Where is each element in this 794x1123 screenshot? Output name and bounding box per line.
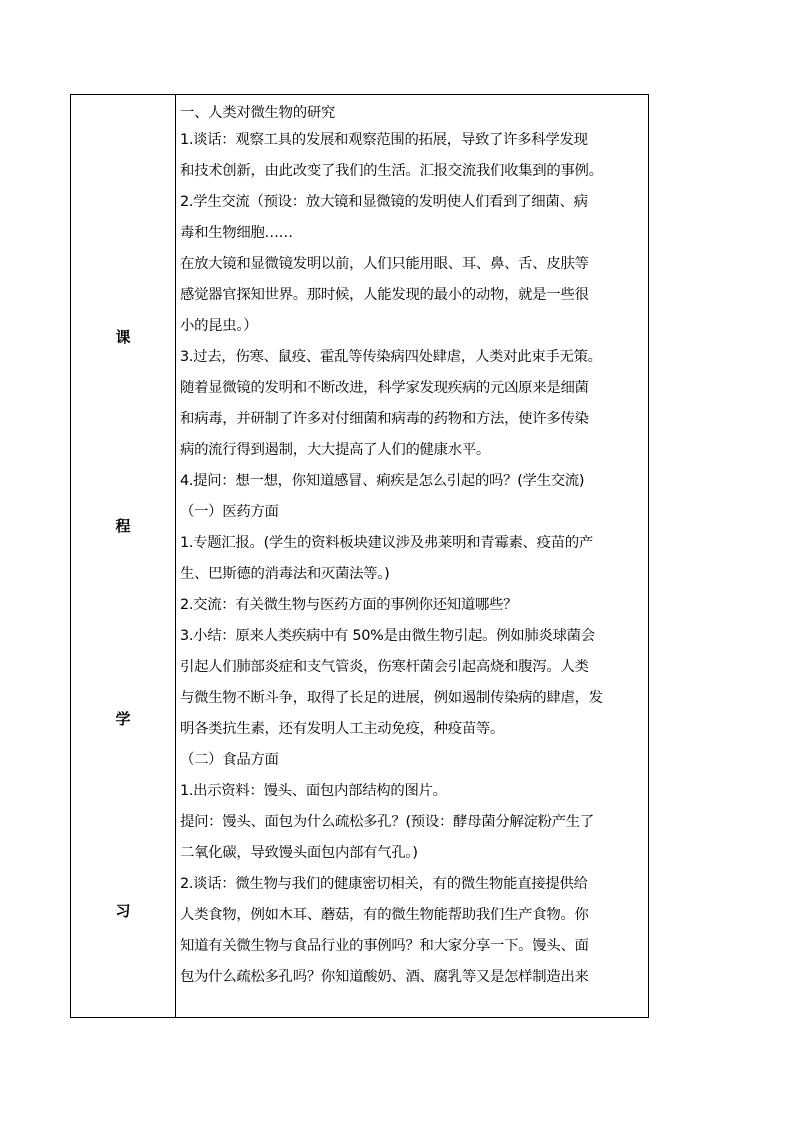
lesson-table [70,94,649,1018]
text-line: 1.出示资料：馒头、面包内部结构的图片。 [180,783,447,799]
side-label-ke: 课 [115,328,131,346]
text-line: 毒和生物细胞…… [180,225,293,241]
side-label-cheng: 程 [115,517,131,535]
text-line: （一）医药方面 [180,504,279,520]
text-line: 1.专题汇报。(学生的资料板块建议涉及弗莱明和青霉素、疫苗的产 [180,535,593,551]
text-line: 感觉器官探知世界。那时候，人能发现的最小的动物，就是一些很 [180,287,589,303]
text-line: （二）食品方面 [180,752,279,768]
text-line: 和技术创新，由此改变了我们的生活。汇报交流我们收集到的事例。 [180,163,603,179]
text-line: 与微生物不断斗争，取得了长足的进展，例如遏制传染病的肆虐，发 [180,690,603,706]
text-line: 引起人们肺部炎症和支气管炎，伤寒杆菌会引起高烧和腹泻。人类 [180,659,589,675]
text-line: 2.交流：有关微生物与医药方面的事例你还知道哪些？ [180,597,518,613]
text-line: 3.小结：原来人类疾病中有 50%是由微生物引起。例如肺炎球菌会 [180,628,595,644]
text-line: 知道有关微生物与食品行业的事例吗？和大家分享一下。馒头、面 [180,938,589,954]
text-line: 人类食物，例如木耳、蘑菇，有的微生物能帮助我们生产食物。你 [180,907,589,923]
side-label-xi: 习 [115,902,131,920]
text-line: 4.提问：想一想，你知道感冒、痢疾是怎么引起的吗？(学生交流) [180,473,585,489]
text-line: 随着显微镜的发明和不断改进，科学家发现疾病的元凶原来是细菌 [180,380,589,396]
text-line: 小的昆虫。） [180,318,258,334]
text-line: 二氧化碳，导致馒头面包内部有气孔。) [180,845,418,861]
text-line: 包为什么疏松多孔吗？你知道酸奶、酒、腐乳等又是怎样制造出来 [180,969,589,985]
text-line: 生、巴斯德的消毒法和灭菌法等。) [180,566,390,582]
text-line: 3.过去，伤寒、鼠疫、霍乱等传染病四处肆虐，人类对此束手无策。 [180,349,602,365]
text-line: 提问：馒头、面包为什么疏松多孔？(预设：酵母菌分解淀粉产生了 [180,814,594,830]
side-label-xue: 学 [115,710,131,728]
text-line: 明各类抗生素，还有发明人工主动免疫，种疫苗等。 [180,721,505,737]
text-line: 一、人类对微生物的研究 [180,105,335,121]
text-line: 和病毒，并研制了许多对付细菌和病毒的药物和方法，使许多传染 [180,411,589,427]
text-line: 在放大镜和显微镜发明以前，人们只能用眼、耳、鼻、舌、皮肤等 [180,256,589,272]
text-line: 2.学生交流（预设：放大镜和显微镜的发明使人们看到了细菌、病 [180,194,588,210]
text-line: 病的流行得到遏制，大大提高了人们的健康水平。 [180,442,490,458]
text-line: 1.谈话：观察工具的发展和观察范围的拓展，导致了许多科学发现 [180,132,588,148]
lesson-content [176,95,648,993]
text-line: 2.谈话：微生物与我们的健康密切相关，有的微生物能直接提供给 [180,876,588,892]
